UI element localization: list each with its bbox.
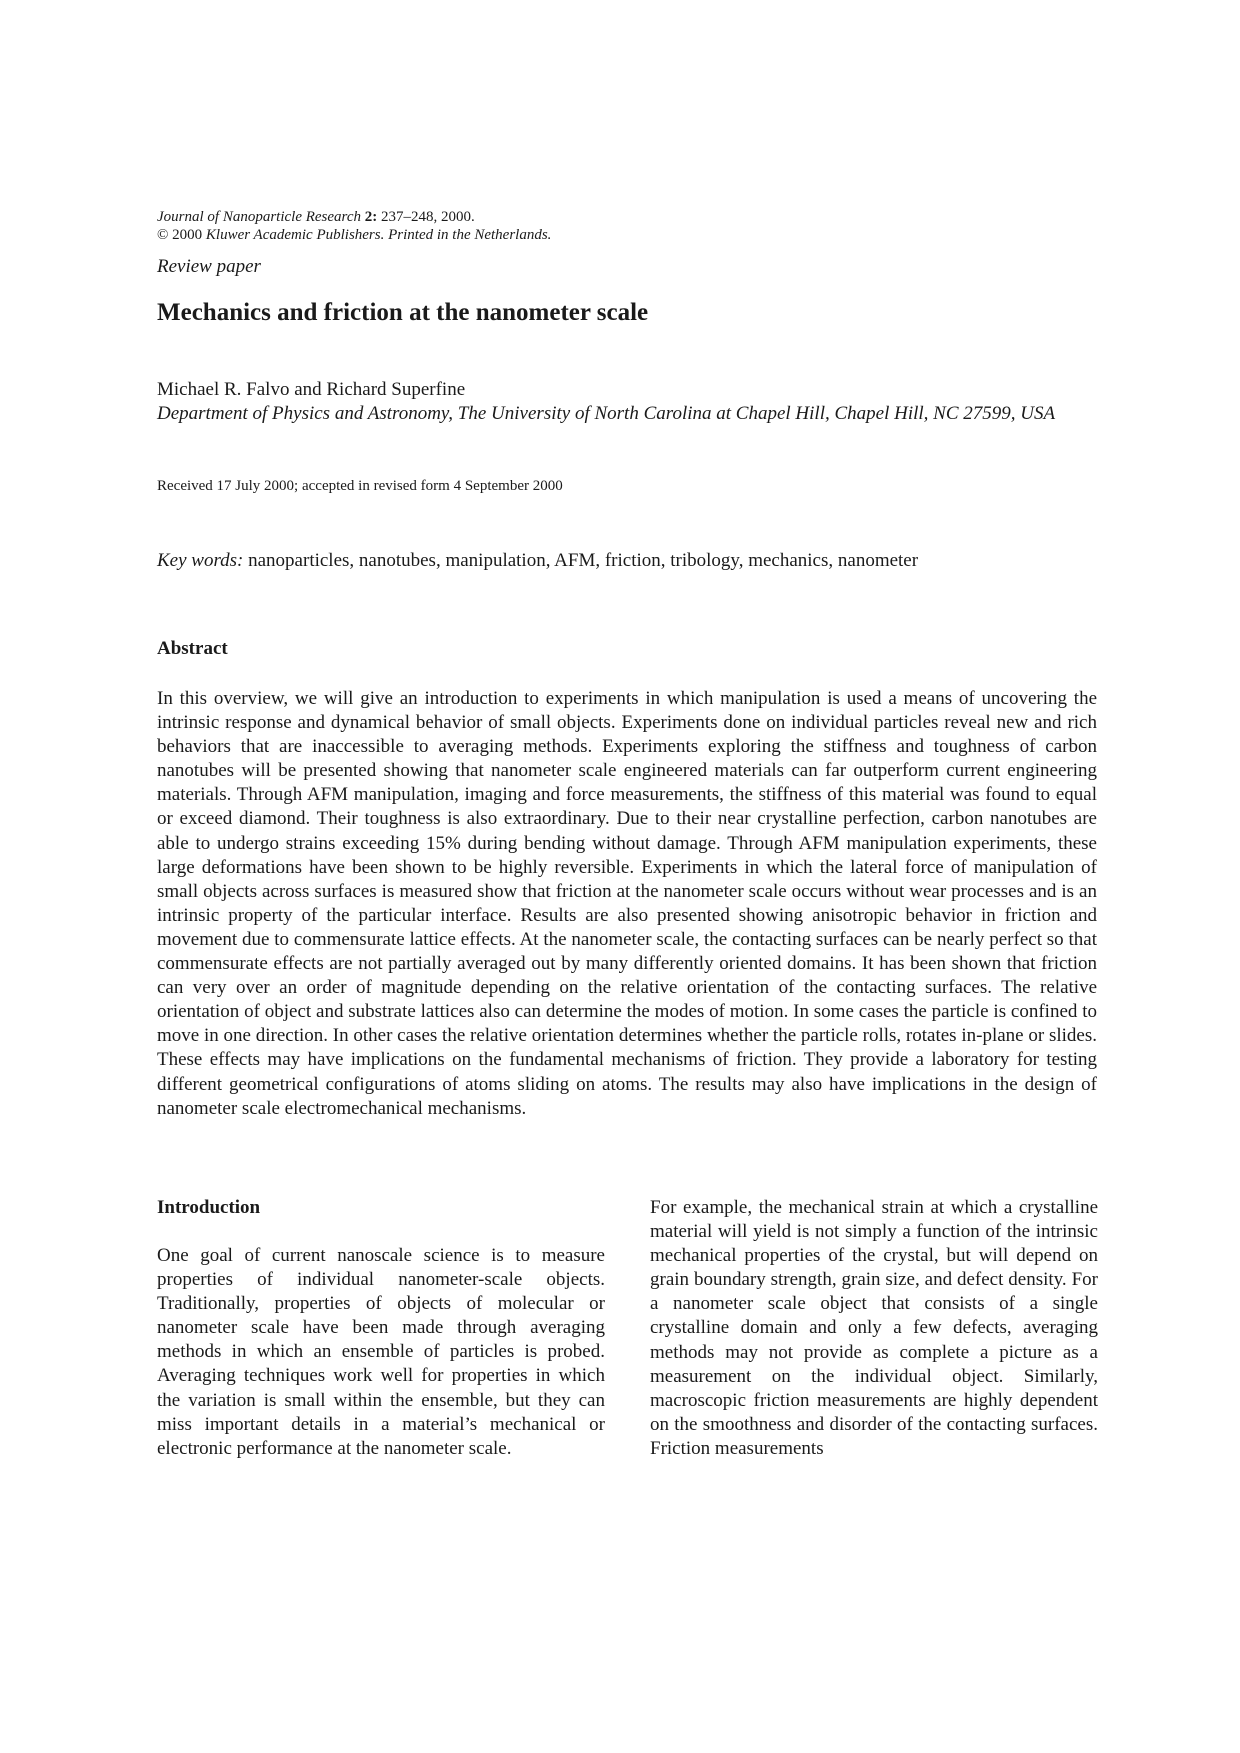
journal-volume: 2: <box>364 209 378 225</box>
right-column <box>650 1196 1098 1461</box>
keywords-label: Key words: <box>157 550 244 571</box>
copyright-prefix: © 2000 <box>157 227 206 243</box>
left-column <box>157 1196 605 1461</box>
affiliation: Department of Physics and Astronomy, The University of North Carolina at Chapel Hill, Chapel Hill, NC 27599, USA <box>157 403 1056 424</box>
journal-header <box>157 208 551 244</box>
publisher: Kluwer Academic Publishers. Printed in the Netherlands. <box>205 227 552 243</box>
abstract-heading: Abstract <box>157 638 228 659</box>
introduction-left-paragraph: One goal of current nanoscale science is to measure properties of individual nanometer-scale objects. Traditionally, properties of objects of molecular or nanometer scale have been made through averaging methods in which an ensemble of particles is probed. Averaging techniques work well for properties in which the variation is small within the ensemble, but they can miss important details in a material’s mechanical or electronic performance at the nanometer scale. <box>157 1245 605 1459</box>
keywords-text: nanoparticles, nanotubes, manipulation, AFM, friction, tribology, mechanics, nanometer <box>243 550 919 571</box>
paper-title: Mechanics and friction at the nanometer scale <box>157 299 649 326</box>
journal-pages-year: 237–248, 2000. <box>377 209 475 225</box>
abstract-text: In this overview, we will give an introduction to experiments in which manipulation is used a means of uncovering the intrinsic response and dynamical behavior of small objects. Experiments done on individual particles reveal new and rich behaviors that are inaccessible to averaging methods. Experiments exploring the stiffness and toughness of carbon nanotubes will be presented showing that nanometer scale engineered materials can far outperform current engineering materials. Through AFM manipulation, imaging and force measurements, the stiffness of this material was found to equal or exceed diamond. Their toughness is also extraordinary. Due to their near crystalline perfection, carbon nanotubes are able to undergo strains exceeding 15% during bending without damage. Through AFM manipulation experiments, these large deformations have been shown to be highly reversible. Experiments in which the lateral force of manipulation of small objects across surfaces is measured show that friction at the nanometer scale occurs without wear processes and is an intrinsic property of the particular interface. Results are also presented showing anisotropic behavior in friction and movement due to commensurate lattice effects. At the nanometer scale, the contacting surfaces can be nearly perfect so that commensurate effects are not partially averaged out by many differently oriented domains. It has been shown that friction can very over an order of magnitude depending on the relative orientation of the contacting surfaces. The relative orientation of object and substrate lattices also can determine the modes of motion. In some cases the particle is confined to move in one direction. In other cases the relative orientation determines whether the particle rolls, rotates in-plane or slides. These effects may have implications on the fundamental mechanisms of friction. They provide a laboratory for testing different geometrical configurations of atoms sliding on atoms. The results may also have implications in the design of nanometer scale electromechanical mechanisms. <box>157 688 1097 1119</box>
introduction-heading: Introduction <box>157 1197 261 1218</box>
received-dates: Received 17 July 2000; accepted in revised form 4 September 2000 <box>157 478 563 494</box>
keywords <box>157 550 918 572</box>
journal-citation <box>157 208 551 226</box>
paper-type: Review paper <box>157 256 261 277</box>
copyright-line <box>157 226 551 244</box>
introduction-right-paragraph: For example, the mechanical strain at which a crystalline material will yield is not simply a function of the intrinsic mechanical properties of the crystal, but will depend on grain boundary strength, grain size, and defect density. For a nanometer scale object that consists of a single crystalline domain and only a few defects, averaging methods may not provide as complete a picture as a measurement on the individual object. Similarly, macroscopic friction measurements are highly dependent on the smoothness and disorder of the contacting surfaces. Friction measurements <box>650 1197 1098 1459</box>
authors: Michael R. Falvo and Richard Superfine <box>157 379 466 400</box>
journal-name: Journal of Nanoparticle Research <box>157 209 361 225</box>
